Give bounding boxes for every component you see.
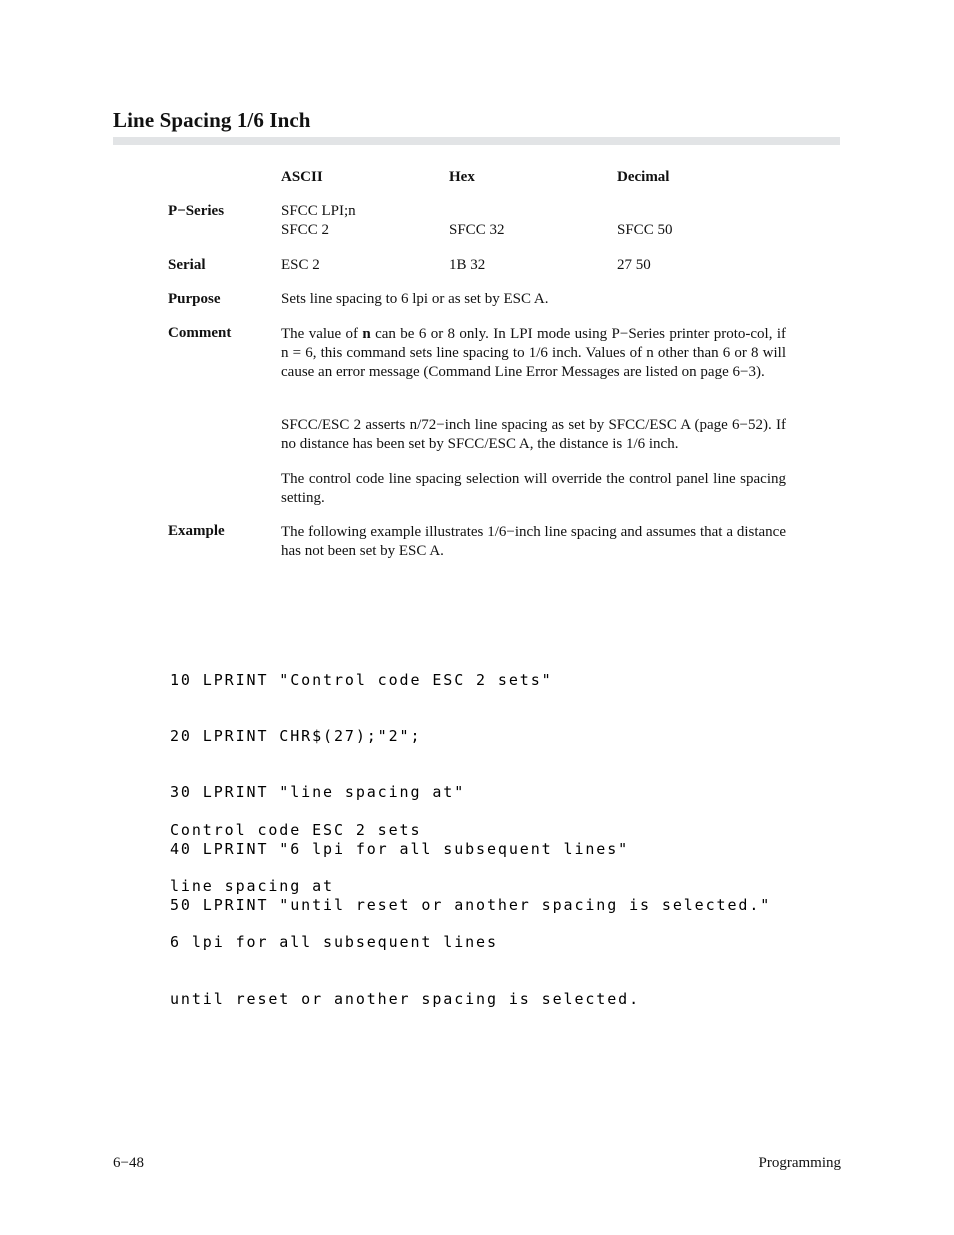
pseries-ascii-1: SFCC LPI;n <box>281 203 356 219</box>
output-line: Control code ESC 2 sets <box>170 820 422 839</box>
purpose-text: Sets line spacing to 6 lpi or as set by ESC A. <box>281 291 549 307</box>
code-line: 30 LPRINT "line spacing at" <box>170 783 466 802</box>
column-header-decimal: Decimal <box>617 169 670 185</box>
serial-decimal: 27 50 <box>617 257 651 273</box>
column-header-ascii: ASCII <box>281 169 323 185</box>
serial-label: Serial <box>168 257 206 273</box>
comment-paragraph-1 <box>281 325 786 382</box>
title-rule <box>113 137 840 145</box>
comment-p1-before: The value of <box>281 326 363 342</box>
column-header-hex: Hex <box>449 169 475 185</box>
footer-section: Programming <box>758 1155 841 1171</box>
serial-hex: 1B 32 <box>449 257 486 273</box>
page-number: 6−48 <box>113 1155 144 1171</box>
output-line: 6 lpi for all subsequent lines <box>170 933 498 952</box>
pseries-ascii-2: SFCC 2 <box>281 222 329 238</box>
comment-paragraph-3: The control code line spacing selection will override the control panel line spacing setting. <box>281 471 786 506</box>
pseries-decimal: SFCC 50 <box>617 222 673 238</box>
pseries-label: P−Series <box>168 203 225 219</box>
comment-p1-bold: n <box>362 326 371 342</box>
purpose-label: Purpose <box>168 291 221 307</box>
code-line: 40 LPRINT "6 lpi for all subsequent lines" <box>170 839 630 858</box>
code-line: 50 LPRINT "until reset or another spacing is selected." <box>170 896 772 915</box>
output-listing <box>170 783 640 1027</box>
output-line: until reset or another spacing is selected. <box>170 989 641 1008</box>
code-line: 20 LPRINT CHR$(27);"2"; <box>170 726 422 745</box>
output-line: line spacing at <box>170 876 334 895</box>
page-title: Line Spacing 1/6 Inch <box>113 108 311 132</box>
example-text: The following example illustrates 1/6−inch line spacing and assumes that a distance has not been set by ESC A. <box>281 524 786 559</box>
comment-p1-after: can be 6 or 8 only. In LPI mode using P−Series printer proto-col, if n = 6, this command sets line spacing to 1/6 inch. Values of n other than 6 or 8 will cause an error message (Command Line Error Messages are listed on page 6−3). <box>281 326 786 380</box>
comment-label: Comment <box>168 325 232 341</box>
serial-ascii: ESC 2 <box>281 257 320 273</box>
code-line: 10 LPRINT "Control code ESC 2 sets" <box>170 670 553 689</box>
pseries-hex: SFCC 32 <box>449 222 505 238</box>
example-label: Example <box>168 523 225 539</box>
comment-paragraph-2: SFCC/ESC 2 asserts n/72−inch line spacing as set by SFCC/ESC A (page 6−52). If no distance has been set by SFCC/ESC A, the distance is 1/6 inch. <box>281 417 786 452</box>
